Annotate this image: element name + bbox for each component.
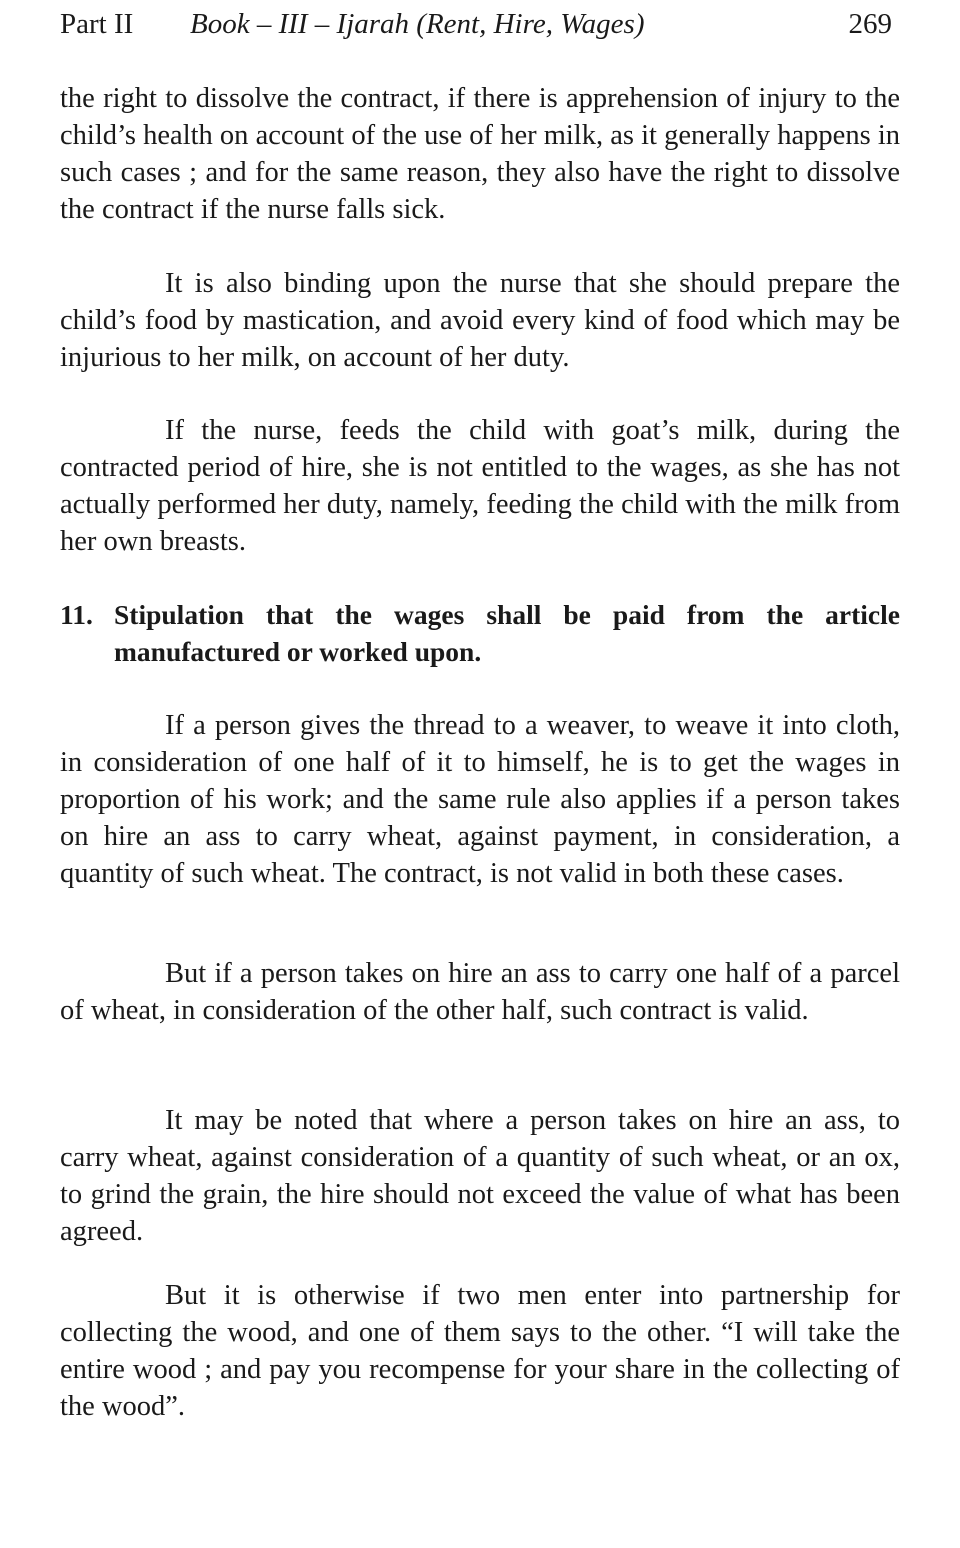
page-number: 269 <box>848 8 892 40</box>
paragraph: But if a person takes on hire an ass to carry one half of a parcel of wheat, in consideration of the other half, such contract is valid. <box>60 958 900 1026</box>
paragraph-continued: the right to dissolve the contract, if there is apprehension of injury to the child’s health on account of the use of her milk, as it generally happens in such cases ; and for the same reason, they also have the right to dissolve the contract if the nurse falls sick. <box>60 83 900 225</box>
running-header <box>60 4 900 44</box>
header-book-title: Book – III – Ijarah (Rent, Hire, Wages) <box>190 8 645 40</box>
paragraph: If a person gives the thread to a weaver, to weave it into cloth, in consideration of one half of it to himself, he is to get the wages in proportion of his work; and the same rule also applies if a person takes on hire an ass to carry wheat, against payment, in consideration, a quantity of such wheat. The contract, is not valid in both these cases. <box>60 710 900 889</box>
paragraph: If the nurse, feeds the child with goat’s milk, during the contracted period of hire, she is not entitled to the wages, as she has not actually performed her duty, namely, feeding the child with the milk from her own breasts. <box>60 415 900 557</box>
header-part: Part II <box>60 8 134 40</box>
paragraph: It may be noted that where a person takes on hire an ass, to carry wheat, against consideration of a quantity of such wheat, or an ox, to grind the grain, the hire should not exceed the value of what has been agreed. <box>60 1105 900 1247</box>
paragraph: But it is otherwise if two men enter into partnership for collecting the wood, and one of them says to the other. “I will take the entire wood ; and pay you recompense for your share in the collecting of the wood”. <box>60 1280 900 1422</box>
section-title: Stipulation that the wages shall be paid from the article manufactured or worked upon. <box>114 599 900 667</box>
section-number: 11. <box>60 599 93 630</box>
paragraph: It is also binding upon the nurse that she should prepare the child’s food by mastication, and avoid every kind of food which may be injurious to her milk, on account of her duty. <box>60 268 900 373</box>
